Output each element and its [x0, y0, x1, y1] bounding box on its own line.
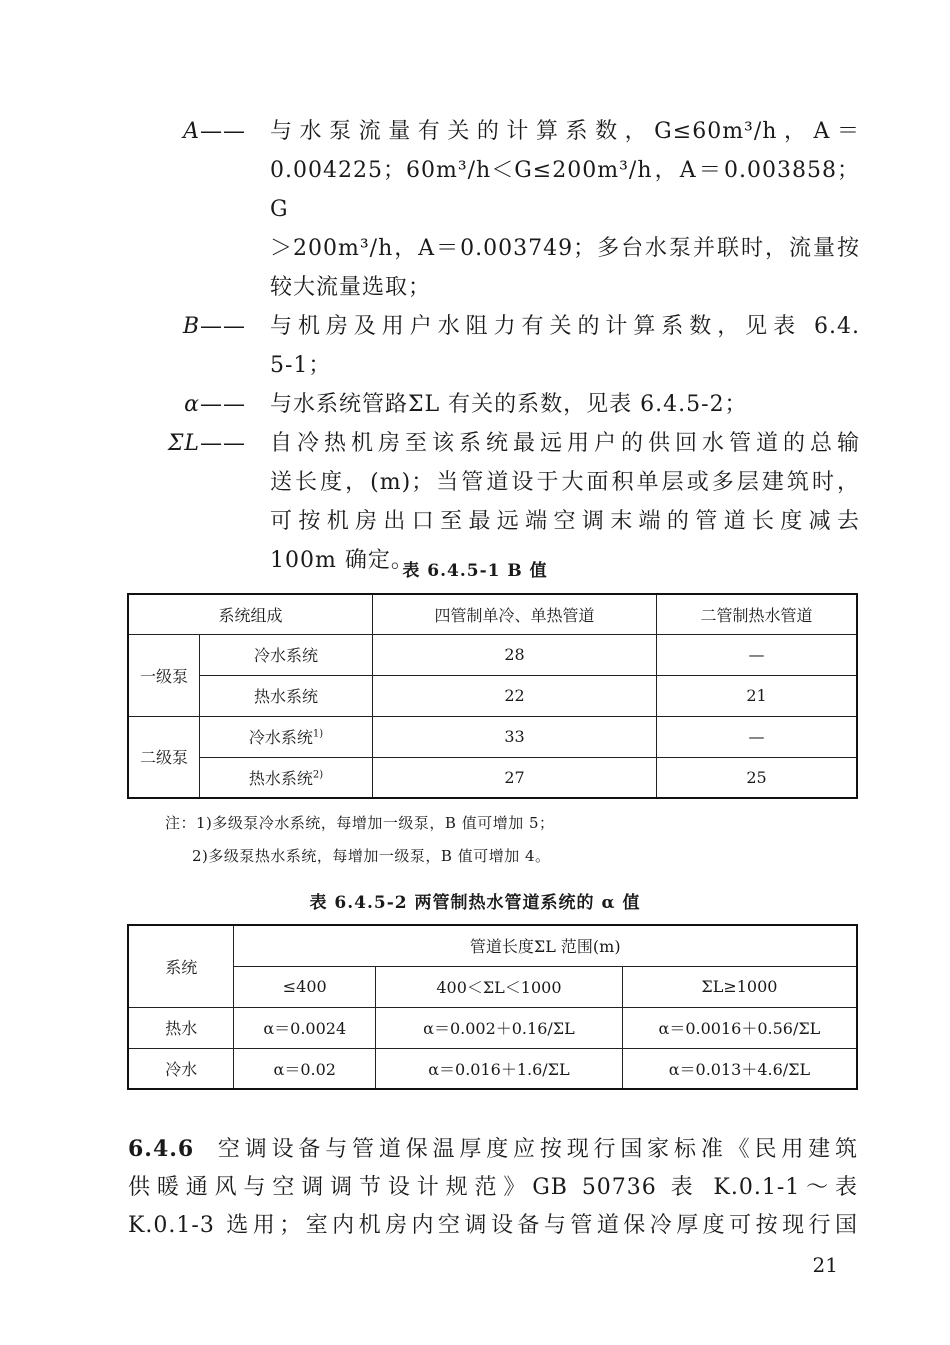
- definition-symbol: [160, 424, 270, 463]
- definition-line: 送长度，(m)；当管道设于大面积单层或多层建筑时，: [270, 470, 860, 495]
- definition-line: 可按机房出口至最远端空调末端的管道长度减去: [270, 509, 860, 534]
- table2-range-header: ΣL≥1000: [622, 966, 857, 1007]
- table2-range-header: 400＜ΣL＜1000: [376, 966, 623, 1007]
- table1-two-pipe-cell: 25: [657, 757, 858, 798]
- table1-system-cell: 冷水系统: [200, 634, 373, 675]
- table1-system-text: 冷水系统: [248, 728, 313, 747]
- table2-system-cell: 冷水: [128, 1048, 234, 1089]
- table2-value-cell: α＝0.0024: [234, 1007, 376, 1048]
- table1-system-text: 热水系统: [248, 768, 313, 788]
- symbol-text: B: [182, 314, 200, 339]
- table2-range-header: ≤400: [234, 966, 376, 1007]
- clause-line: K.0.1-3 选用；室内机房内空调设备与管道保冷厚度可按现行国: [128, 1213, 858, 1238]
- table-b-values: [127, 593, 858, 799]
- table1-two-pipe-cell: —: [657, 634, 858, 675]
- table1-four-pipe-cell: 33: [373, 716, 657, 757]
- symbol-dash: ——: [200, 392, 246, 417]
- table2-value-cell: α＝0.013＋4.6/ΣL: [622, 1048, 857, 1089]
- symbol-text: A: [183, 119, 200, 144]
- definition-line: 与水系统管路ΣL 有关的系数，见表 6.4.5-2；: [270, 392, 748, 417]
- symbol-dash: ——: [200, 314, 246, 339]
- definition-line: 0.004225；60m³/h＜G≤200m³/h，A＝0.003858；G: [270, 158, 860, 222]
- table1-four-pipe-cell: 22: [373, 675, 657, 716]
- table1-two-pipe-cell: 21: [657, 675, 858, 716]
- table-row: [128, 675, 857, 716]
- table1-four-pipe-cell: 28: [373, 634, 657, 675]
- table1-two-pipe-cell: —: [657, 716, 858, 757]
- definition-line: 较大流量选取；: [270, 275, 432, 300]
- definition-symbol: [160, 112, 270, 151]
- table1-note-2: 2)多级泵热水系统，每增加一级泵，B 值可增加 4。: [192, 847, 551, 865]
- table1-four-pipe-cell: 27: [373, 757, 657, 798]
- table2-caption: 表 6.4.5-2 两管制热水管道系统的 α 值: [309, 893, 641, 913]
- table1-header-two-pipe: 二管制热水管道: [657, 594, 858, 634]
- table2-value-cell: α＝0.02: [234, 1048, 376, 1089]
- table1-system-cell: 热水系统: [200, 675, 373, 716]
- clause-line: 供暖通风与空调调节设计规范》GB 50736 表 K.0.1-1～表: [128, 1175, 858, 1200]
- definition-line: 与水泵流量有关的计算系数，G≤60m³/h，A＝: [270, 119, 860, 144]
- definition-line: 100m 确定。: [270, 548, 414, 573]
- definition-item: [160, 112, 860, 307]
- definition-symbol: [160, 385, 270, 424]
- table1-header-system: 系统组成: [128, 594, 373, 634]
- footnote-mark: 1): [312, 728, 324, 740]
- clause-text: 空调设备与管道保温厚度应按现行国家标准《民用建筑: [217, 1137, 858, 1162]
- table1-caption: 表 6.4.5-1 B 值: [402, 561, 548, 581]
- symbol-dash: ——: [200, 431, 246, 456]
- symbol-text: α: [184, 392, 200, 417]
- table2-system-cell: 热水: [128, 1007, 234, 1048]
- table2-header-system: 系统: [128, 925, 234, 1007]
- table-row: [128, 1048, 857, 1089]
- table1-group-label: 二级泵: [128, 716, 200, 798]
- table-row: [128, 634, 857, 675]
- definition-line: 5-1；: [270, 353, 332, 378]
- table-row: [128, 1007, 857, 1048]
- symbol-text: ΣL: [167, 431, 200, 456]
- table2-header-range: 管道长度ΣL 范围(m): [234, 925, 857, 966]
- symbol-dash: ——: [200, 119, 246, 144]
- table-alpha-values: [127, 924, 858, 1090]
- table2-value-cell: α＝0.0016＋0.56/ΣL: [622, 1007, 857, 1048]
- definition-item: [160, 385, 860, 424]
- table-row: [128, 716, 857, 757]
- definition-line: 与机房及用户水阻力有关的计算系数，见表 6.4.: [270, 314, 860, 339]
- table-row: [128, 757, 857, 798]
- table2-value-cell: α＝0.016＋1.6/ΣL: [376, 1048, 623, 1089]
- definition-item: [160, 307, 860, 385]
- symbol-definitions: [160, 112, 860, 580]
- definition-line: 自冷热机房至该系统最远用户的供回水管道的总输: [270, 431, 860, 456]
- definition-line: ＞200m³/h，A＝0.003749；多台水泵并联时，流量按: [270, 236, 860, 261]
- clause-line: [128, 1130, 858, 1169]
- table1-note-1: 注：1)多级泵冷水系统，每增加一级泵，B 值可增加 5；: [165, 814, 555, 832]
- definition-symbol: [160, 307, 270, 346]
- table1-group-label: 一级泵: [128, 634, 200, 716]
- table1-system-cell: [200, 716, 373, 757]
- footnote-mark: 2): [312, 769, 324, 781]
- page-number: 21: [812, 1253, 838, 1277]
- clause-number: 6.4.6: [128, 1136, 195, 1162]
- table1-header-four-pipe: 四管制单冷、单热管道: [373, 594, 657, 634]
- table1-system-cell: [200, 757, 373, 798]
- clause-paragraph: [128, 1130, 858, 1245]
- table2-value-cell: α＝0.002＋0.16/ΣL: [376, 1007, 623, 1048]
